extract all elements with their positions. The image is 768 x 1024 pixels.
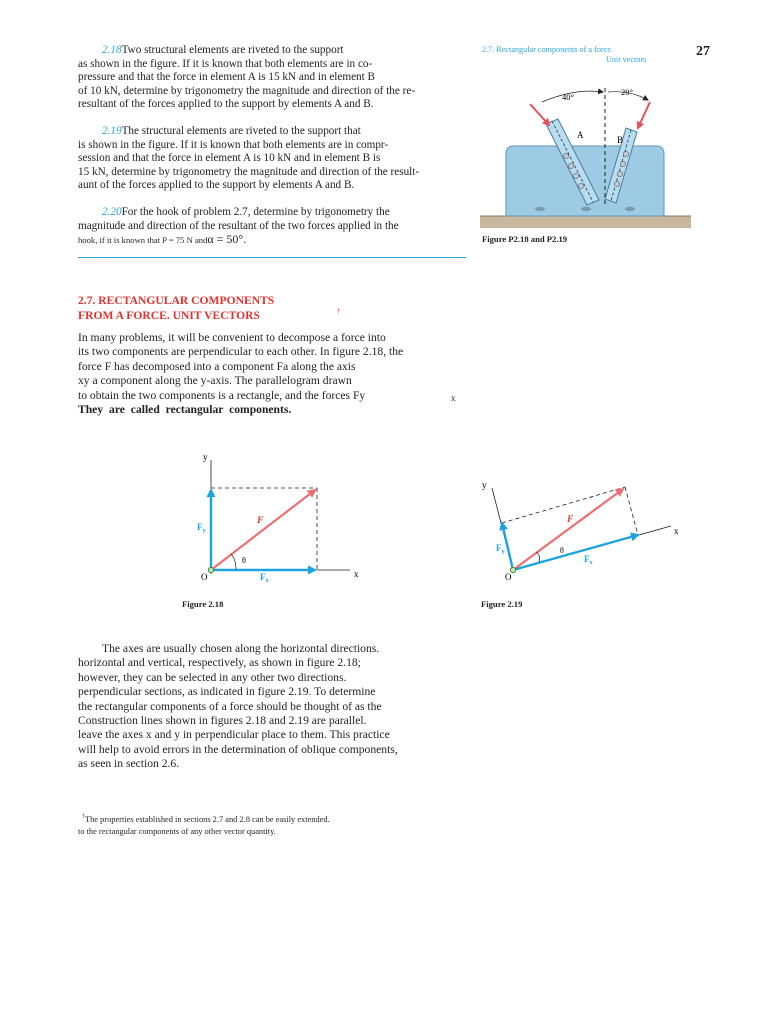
figure-2-19 bbox=[478, 476, 688, 591]
force-vector-f bbox=[211, 490, 315, 570]
footnote-mark: † bbox=[82, 814, 85, 820]
body-paragraph-axes: The axes are usually chosen along the horizontal directions. horizontal and vertical, respectively, as shown in figure 2.18; however, they can be selected in any other two directions. perpendicular sections, as indicated in figure 2.19. To determine the rectangular components of a force should be thought of as the Construction lines shown in figures 2.18 and 2.19 are parallel. leave the axes x and y in perpendicular place to them. This practice will help to avoid errors in the determination of oblique components, as seen in section 2.6. bbox=[78, 642, 398, 771]
stray-axis-label: x bbox=[451, 393, 456, 403]
svg-text:x: x bbox=[674, 526, 679, 536]
force-vector-f-rotated bbox=[513, 489, 623, 570]
section-divider bbox=[78, 257, 466, 258]
section-footnote-mark: † bbox=[337, 307, 341, 315]
problem-number: 2.18 bbox=[102, 44, 122, 56]
label-b: B bbox=[617, 135, 624, 145]
component-fy-rotated bbox=[502, 523, 513, 570]
label-a: A bbox=[577, 130, 584, 140]
label-fx: $F_x$ bbox=[260, 572, 269, 584]
problem-2-18: 2.18Two structural elements are riveted to the support as shown in the figure. If it is known that both elements are in co- pressure and that the force in element A is 15 kN and in element B of 10 kN, determine by trigonometry the magnitude and direction of the re- resultant of the forces applied to the support by elements A and B. bbox=[78, 44, 416, 111]
problem-number: 2.20 bbox=[102, 206, 122, 218]
running-header-subsection: Unit vectors bbox=[606, 55, 647, 64]
figure-2-18 bbox=[190, 450, 370, 590]
figure-caption-219: Figure 2.19 bbox=[481, 599, 523, 609]
page-number: 27 bbox=[696, 44, 710, 59]
theta-label: θ bbox=[242, 556, 246, 565]
footnote: †The properties established in sections 2.7 and 2.8 can be easily extended. to the rectangular components of any other vector quantity. bbox=[78, 814, 330, 837]
angle-label-20: 20° bbox=[621, 87, 633, 97]
component-fx-rotated bbox=[513, 535, 638, 570]
label-fx-rotated: $F_x$ bbox=[584, 554, 593, 566]
ground-base bbox=[480, 216, 691, 228]
running-header-section: 2.7. Rectangular components of a force. bbox=[482, 45, 613, 54]
label-fy: $F_y$ bbox=[197, 522, 206, 534]
svg-text:x: x bbox=[354, 569, 359, 579]
problem-number: 2.19 bbox=[102, 125, 122, 137]
svg-text:y: y bbox=[203, 452, 208, 462]
theta-label-rotated: θ bbox=[560, 546, 564, 555]
problem-2-19: 2.19The structural elements are riveted to the support that is shown in the figure. If it is known that both elements are in compr- session and that the force in element A is 10 kN and in element B is 15 kN, determine by trigonometry the magnitude and direction of the result- aunt of the forces applied to the support by elements A and B. bbox=[78, 125, 420, 192]
svg-text:O: O bbox=[505, 572, 512, 582]
bold-statement: They are called rectangular components. bbox=[78, 403, 292, 417]
figure-caption-218: Figure 2.18 bbox=[182, 599, 224, 609]
svg-text:O: O bbox=[201, 572, 208, 582]
label-fy-rotated: $F_y$ bbox=[496, 543, 505, 555]
origin-point bbox=[208, 567, 213, 572]
angle-label-40: 40° bbox=[562, 92, 574, 102]
support-figure bbox=[480, 78, 705, 230]
label-f-rotated: F bbox=[567, 515, 574, 525]
force-arrow-a bbox=[530, 104, 549, 125]
section-title: 2.7. RECTANGULAR COMPONENTS FROM A FORCE. UNIT VECTORS bbox=[78, 294, 275, 322]
section-paragraph: In many problems, it will be convenient to decompose a force into its two components are perpendicular to each other. In figure 2.18, the force F has decomposed into a component Fa along the axis xy a component along the y-axis. The parallelogram drawn to obtain the two components is a rectangle, and the forces Fy They are called rectangular components. bbox=[78, 331, 404, 417]
problem-2-20: 2.20For the hook of problem 2.7, determine by trigonometry the magnitude and direction of the resultant of the two forces applied in the hook, if it is known that P = 75 N andα = 50°. bbox=[78, 206, 399, 247]
figure-caption-p218: Figure P2.18 and P2.19 bbox=[482, 234, 568, 244]
label-f: F bbox=[257, 516, 264, 526]
svg-text:y: y bbox=[482, 480, 487, 490]
force-arrow-b bbox=[638, 102, 650, 128]
